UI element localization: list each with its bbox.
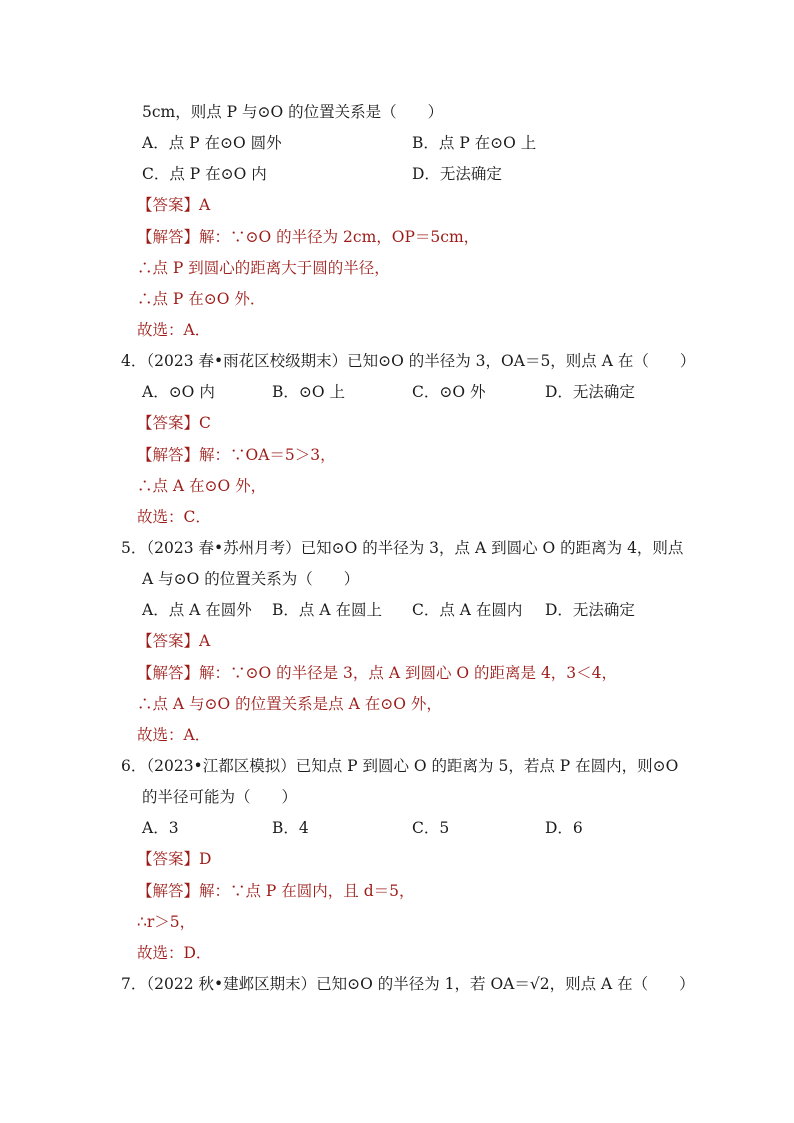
question-4-solution-line-2: ∴点 A 在⊙O 外， [137, 477, 267, 495]
question-3-options-row2 [0, 164, 794, 184]
question-5-stem-line-1: 5．（2023 春•苏州月考）已知⊙O 的半径为 3，点 A 到圆心 O 的距离为 4，则点 [121, 539, 684, 557]
option-d: D．无法确定 [412, 165, 502, 183]
question-5-answer: 【答案】A [137, 632, 211, 650]
question-6-solution-line-3: 故选：D． [137, 944, 212, 962]
question-6-stem-line-1: 6．（2023•江都区模拟）已知点 P 到圆心 O 的距离为 5，若点 P 在圆内，则⊙O [121, 757, 679, 775]
option-d: D．6 [545, 819, 583, 837]
option-d: D．无法确定 [545, 601, 635, 619]
question-6-solution-line-2: ∴r＞5， [137, 913, 196, 931]
option-d: D．无法确定 [545, 383, 635, 401]
option-a: A．3 [142, 819, 179, 837]
question-4-stem: 4．（2023 春•雨花区校级期末）已知⊙O 的半径为 3，OA＝5，则点 A 在（ ） [121, 352, 696, 370]
question-5-solution-line-3: 故选：A． [137, 726, 211, 744]
question-5-options [0, 600, 794, 620]
question-6-solution-line-1: 【解答】解：∵点 P 在圆内，且 d＝5， [137, 882, 415, 900]
option-b: B．点 P 在⊙O 上 [412, 134, 537, 152]
question-5-solution-line-1: 【解答】解：∵⊙O 的半径是 3，点 A 到圆心 O 的距离是 4，3＜4， [137, 664, 618, 682]
option-c: C．5 [412, 819, 450, 837]
question-3-answer: 【答案】A [137, 196, 211, 214]
question-6-options [0, 818, 794, 838]
option-a: A．点 A 在圆外 [142, 601, 252, 619]
question-3-options [0, 133, 794, 153]
option-c: C．点 P 在⊙O 内 [142, 165, 267, 183]
question-4-options [0, 382, 794, 402]
option-c: C．⊙O 外 [412, 383, 486, 401]
question-3-stem-continued: 5cm，则点 P 与⊙O 的位置关系是（ ） [142, 103, 444, 121]
option-b: B．4 [272, 819, 309, 837]
question-3-solution-line-2: ∴点 P 到圆心的距离大于圆的半径， [137, 259, 390, 277]
question-3-solution-line-3: ∴点 P 在⊙O 外． [137, 290, 266, 308]
option-a: A．点 P 在⊙O 圆外 [142, 134, 282, 152]
question-3-solution-line-1: 【解答】解：∵⊙O 的半径为 2cm，OP＝5cm， [137, 228, 480, 246]
question-4-solution-line-3: 故选：C． [137, 508, 211, 526]
question-5-stem-line-2: A 与⊙O 的位置关系为（ ） [142, 570, 360, 588]
question-6-stem-line-2: 的半径可能为（ ） [142, 788, 298, 806]
option-a: A．⊙O 内 [142, 383, 215, 401]
option-b: B．⊙O 上 [272, 383, 346, 401]
question-5-solution-line-2: ∴点 A 与⊙O 的位置关系是点 A 在⊙O 外， [137, 695, 442, 713]
question-4-answer: 【答案】C [137, 414, 211, 432]
option-c: C．点 A 在圆内 [412, 601, 523, 619]
question-4-solution-line-1: 【解答】解：∵OA＝5＞3， [137, 446, 336, 464]
question-7-stem: 7．（2022 秋•建邺区期末）已知⊙O 的半径为 1，若 OA＝√2，则点 A 在（ ） [121, 975, 695, 993]
question-6-answer: 【答案】D [137, 850, 212, 868]
option-b: B．点 A 在圆上 [272, 601, 382, 619]
question-3-solution-line-4: 故选：A． [137, 321, 211, 339]
